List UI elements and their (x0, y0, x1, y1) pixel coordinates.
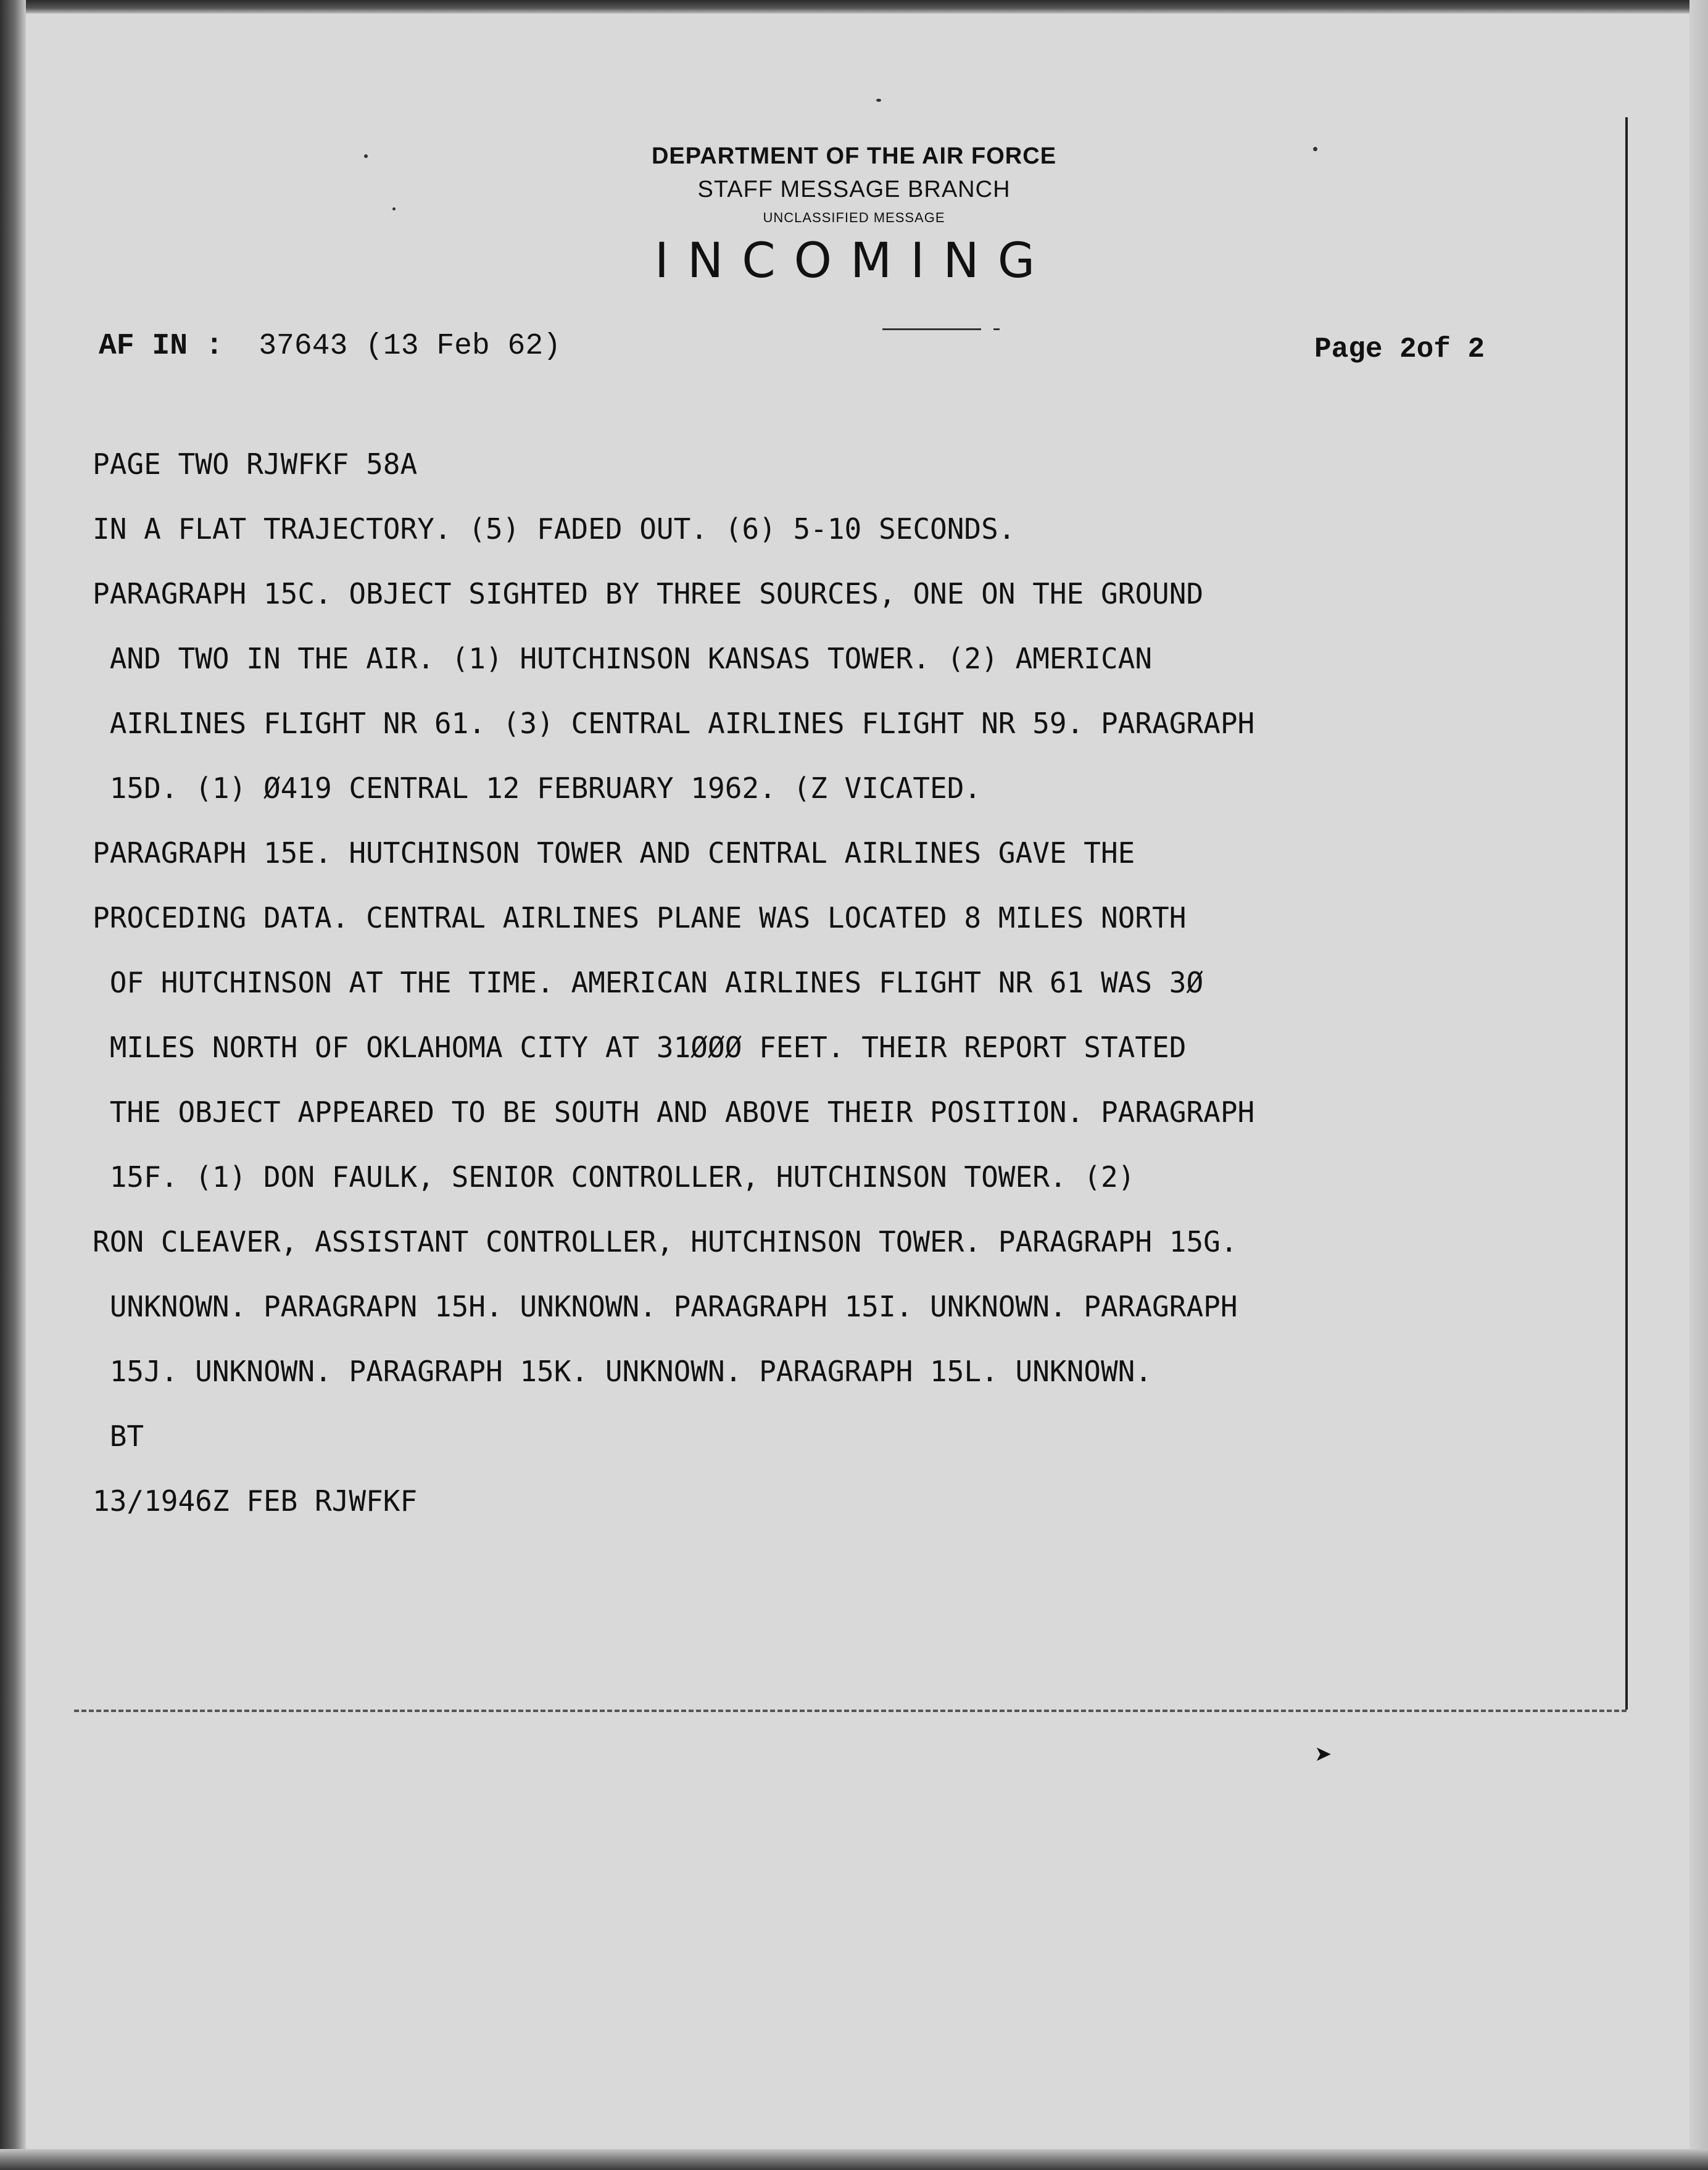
form-bottom-rule (74, 1710, 1627, 1712)
message-line: AND TWO IN THE AIR. (1) HUTCHINSON KANSAS TOWER. (2) AMERICAN (93, 642, 1153, 675)
scan-dash (993, 328, 1000, 330)
message-line: PARAGRAPH 15C. OBJECT SIGHTED BY THREE SOURCES, ONE ON THE GROUND (93, 577, 1204, 610)
message-line: OF HUTCHINSON AT THE TIME. AMERICAN AIRLINES FLIGHT NR 61 WAS 3Ø (93, 966, 1204, 999)
af-in-reference (99, 330, 561, 363)
message-line: PARAGRAPH 15E. HUTCHINSON TOWER AND CENTRAL AIRLINES GAVE THE (93, 836, 1135, 870)
scan-edge-right (1689, 0, 1708, 2170)
scan-dash (882, 328, 981, 330)
page-number: Page 2of 2 (1314, 333, 1485, 365)
message-type-heading: INCOMING (654, 233, 1054, 289)
message-line: 15D. (1) Ø419 CENTRAL 12 FEBRUARY 1962. (Z VICATED. (93, 771, 982, 805)
arrow-icon: ➤ (1314, 1742, 1332, 1766)
af-in-number: 37643 (259, 330, 348, 363)
message-line: 13/1946Z FEB RJWFKF (93, 1484, 418, 1518)
form-right-rule (1625, 117, 1628, 1710)
message-line: AIRLINES FLIGHT NR 61. (3) CENTRAL AIRLINES FLIGHT NR 59. PARAGRAPH (93, 707, 1255, 740)
message-body (93, 432, 1254, 1534)
scan-edge-bottom (0, 2149, 1708, 2170)
department-heading: DEPARTMENT OF THE AIR FORCE (651, 143, 1057, 169)
scan-speck (876, 99, 881, 102)
af-in-label: AF IN : (99, 330, 223, 363)
message-line: 15J. UNKNOWN. PARAGRAPH 15K. UNKNOWN. PARAGRAPH 15L. UNKNOWN. (93, 1355, 1153, 1388)
message-line: UNKNOWN. PARAGRAPN 15H. UNKNOWN. PARAGRAPH 15I. UNKNOWN. PARAGRAPH (93, 1290, 1238, 1323)
message-line: BT (93, 1420, 144, 1453)
af-in-date: (13 Feb 62) (365, 330, 561, 363)
scan-edge-top (0, 0, 1708, 14)
scan-edge-left (0, 0, 26, 2170)
message-line: PAGE TWO RJWFKF 58A (93, 447, 418, 481)
message-line: IN A FLAT TRAJECTORY. (5) FADED OUT. (6) 5-10 SECONDS. (93, 512, 1016, 546)
message-line: PROCEDING DATA. CENTRAL AIRLINES PLANE WAS LOCATED 8 MILES NORTH (93, 901, 1187, 934)
message-line: MILES NORTH OF OKLAHOMA CITY AT 31ØØØ FEET. THEIR REPORT STATED (93, 1031, 1187, 1064)
message-line: 15F. (1) DON FAULK, SENIOR CONTROLLER, HUTCHINSON TOWER. (2) (93, 1160, 1135, 1194)
message-line: RON CLEAVER, ASSISTANT CONTROLLER, HUTCHINSON TOWER. PARAGRAPH 15G. (93, 1225, 1238, 1258)
classification-heading: UNCLASSIFIED MESSAGE (763, 210, 945, 225)
message-line: THE OBJECT APPEARED TO BE SOUTH AND ABOVE THEIR POSITION. PARAGRAPH (93, 1095, 1255, 1129)
branch-heading: STAFF MESSAGE BRANCH (697, 177, 1011, 202)
